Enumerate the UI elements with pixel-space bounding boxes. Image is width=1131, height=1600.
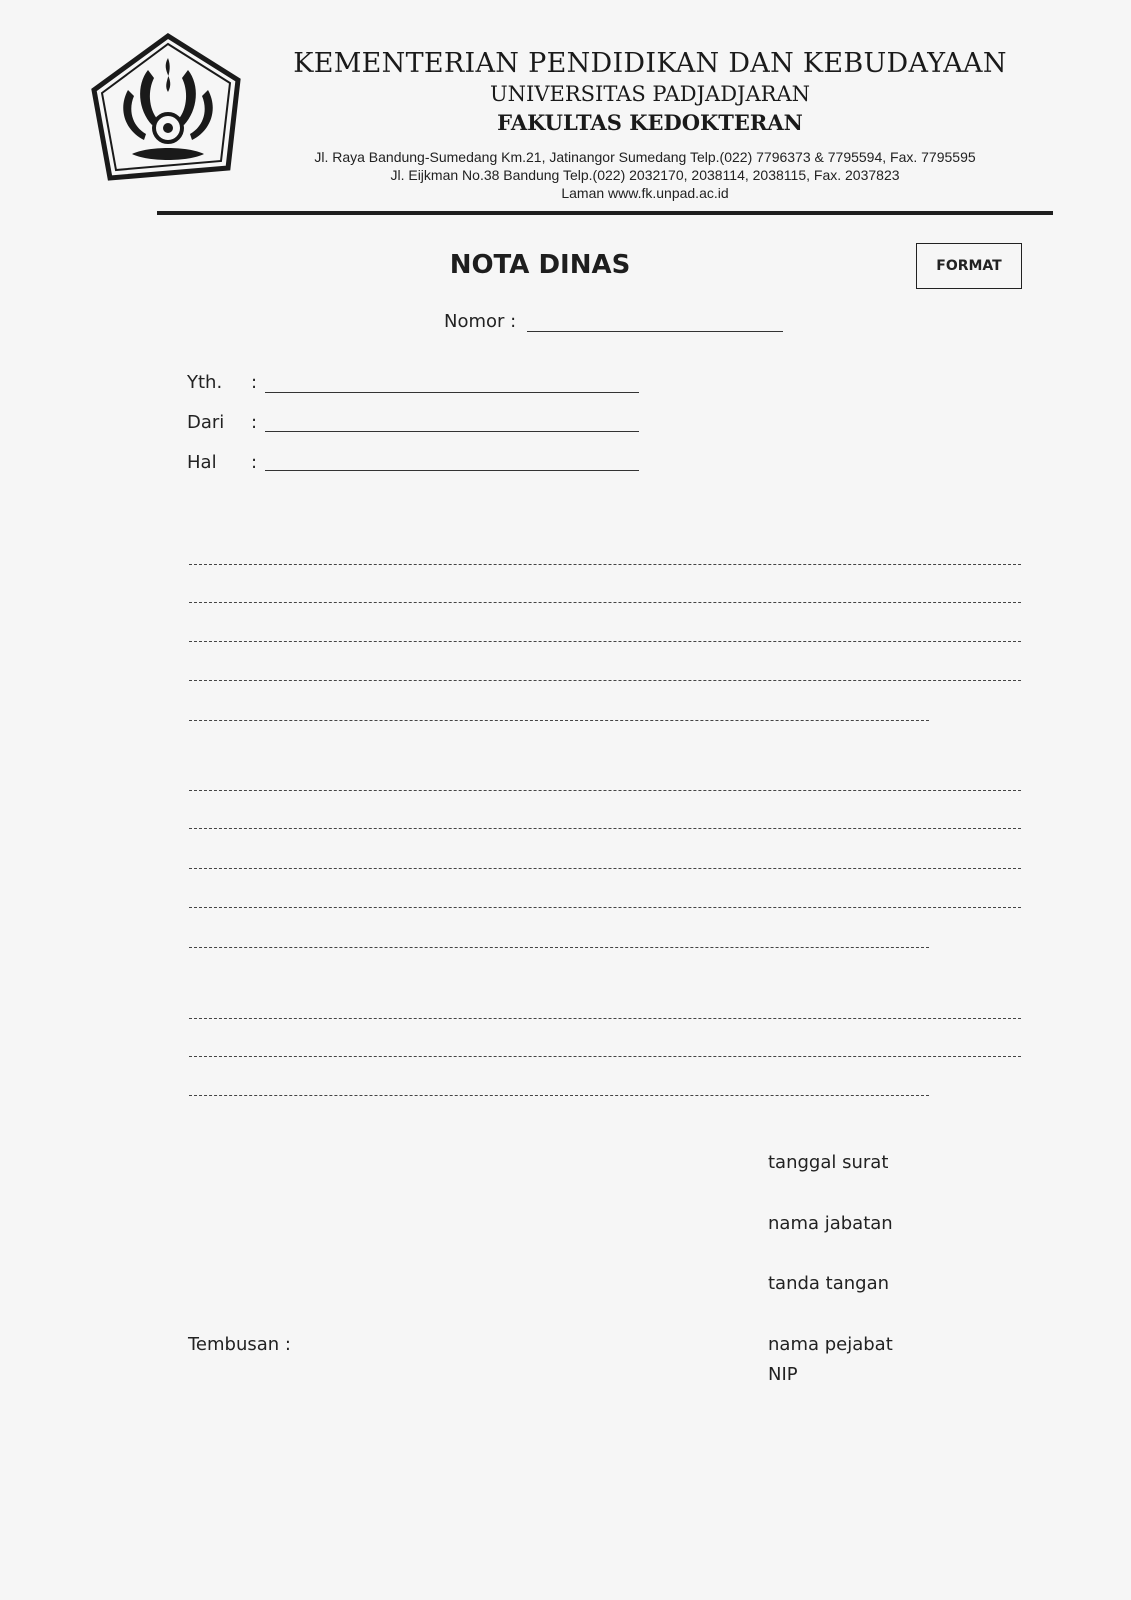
body-dotted-line bbox=[189, 790, 1021, 791]
field-colon: : bbox=[251, 372, 258, 393]
signature-nip: NIP bbox=[768, 1364, 798, 1385]
body-dotted-line bbox=[189, 828, 1021, 829]
field-colon: : bbox=[251, 412, 258, 433]
field-label-yth: Yth. bbox=[187, 372, 223, 393]
nomor-blank-line bbox=[527, 331, 783, 332]
body-dotted-line bbox=[189, 907, 1021, 908]
field-label-dari: Dari bbox=[187, 412, 225, 433]
field-colon: : bbox=[251, 452, 258, 473]
unpad-crest-icon bbox=[88, 30, 248, 190]
body-dotted-line bbox=[189, 641, 1021, 642]
faculty-name: FAKULTAS KEDOKTERAN bbox=[497, 110, 803, 135]
address-line-2: Jl. Eijkman No.38 Bandung Telp.(022) 2032170, 2038114, 2038115, Fax. 2037823 bbox=[390, 167, 900, 183]
body-dotted-line bbox=[189, 947, 929, 948]
body-dotted-line bbox=[189, 1018, 1021, 1019]
ministry-name: KEMENTERIAN PENDIDIKAN DAN KEBUDAYAAN bbox=[293, 48, 1007, 79]
signature-sign: tanda tangan bbox=[768, 1273, 890, 1294]
body-dotted-line bbox=[189, 680, 1021, 681]
tembusan-label: Tembusan : bbox=[188, 1334, 291, 1355]
signature-date: tanggal surat bbox=[768, 1152, 889, 1173]
letterhead-divider bbox=[157, 211, 1053, 215]
body-dotted-line bbox=[189, 868, 1021, 869]
format-badge: FORMAT bbox=[916, 243, 1022, 289]
body-dotted-line bbox=[189, 1056, 1021, 1057]
website-line: Laman www.fk.unpad.ac.id bbox=[561, 185, 729, 201]
body-dotted-line bbox=[189, 602, 1021, 603]
field-label-hal: Hal bbox=[187, 452, 217, 473]
field-blank-line bbox=[265, 470, 639, 471]
document-title: NOTA DINAS bbox=[449, 250, 631, 280]
field-blank-line bbox=[265, 392, 639, 393]
nomor-label: Nomor : bbox=[444, 311, 517, 332]
address-line-1: Jl. Raya Bandung-Sumedang Km.21, Jatinangor Sumedang Telp.(022) 7796373 & 7795594, Fax. 7795595 bbox=[314, 149, 976, 165]
university-name: UNIVERSITAS PADJADJARAN bbox=[489, 82, 810, 106]
signature-position: nama jabatan bbox=[768, 1213, 893, 1234]
body-dotted-line bbox=[189, 1095, 929, 1096]
field-blank-line bbox=[265, 431, 639, 432]
signature-official-name: nama pejabat bbox=[768, 1334, 893, 1355]
body-dotted-line bbox=[189, 720, 929, 721]
body-dotted-line bbox=[189, 564, 1021, 565]
